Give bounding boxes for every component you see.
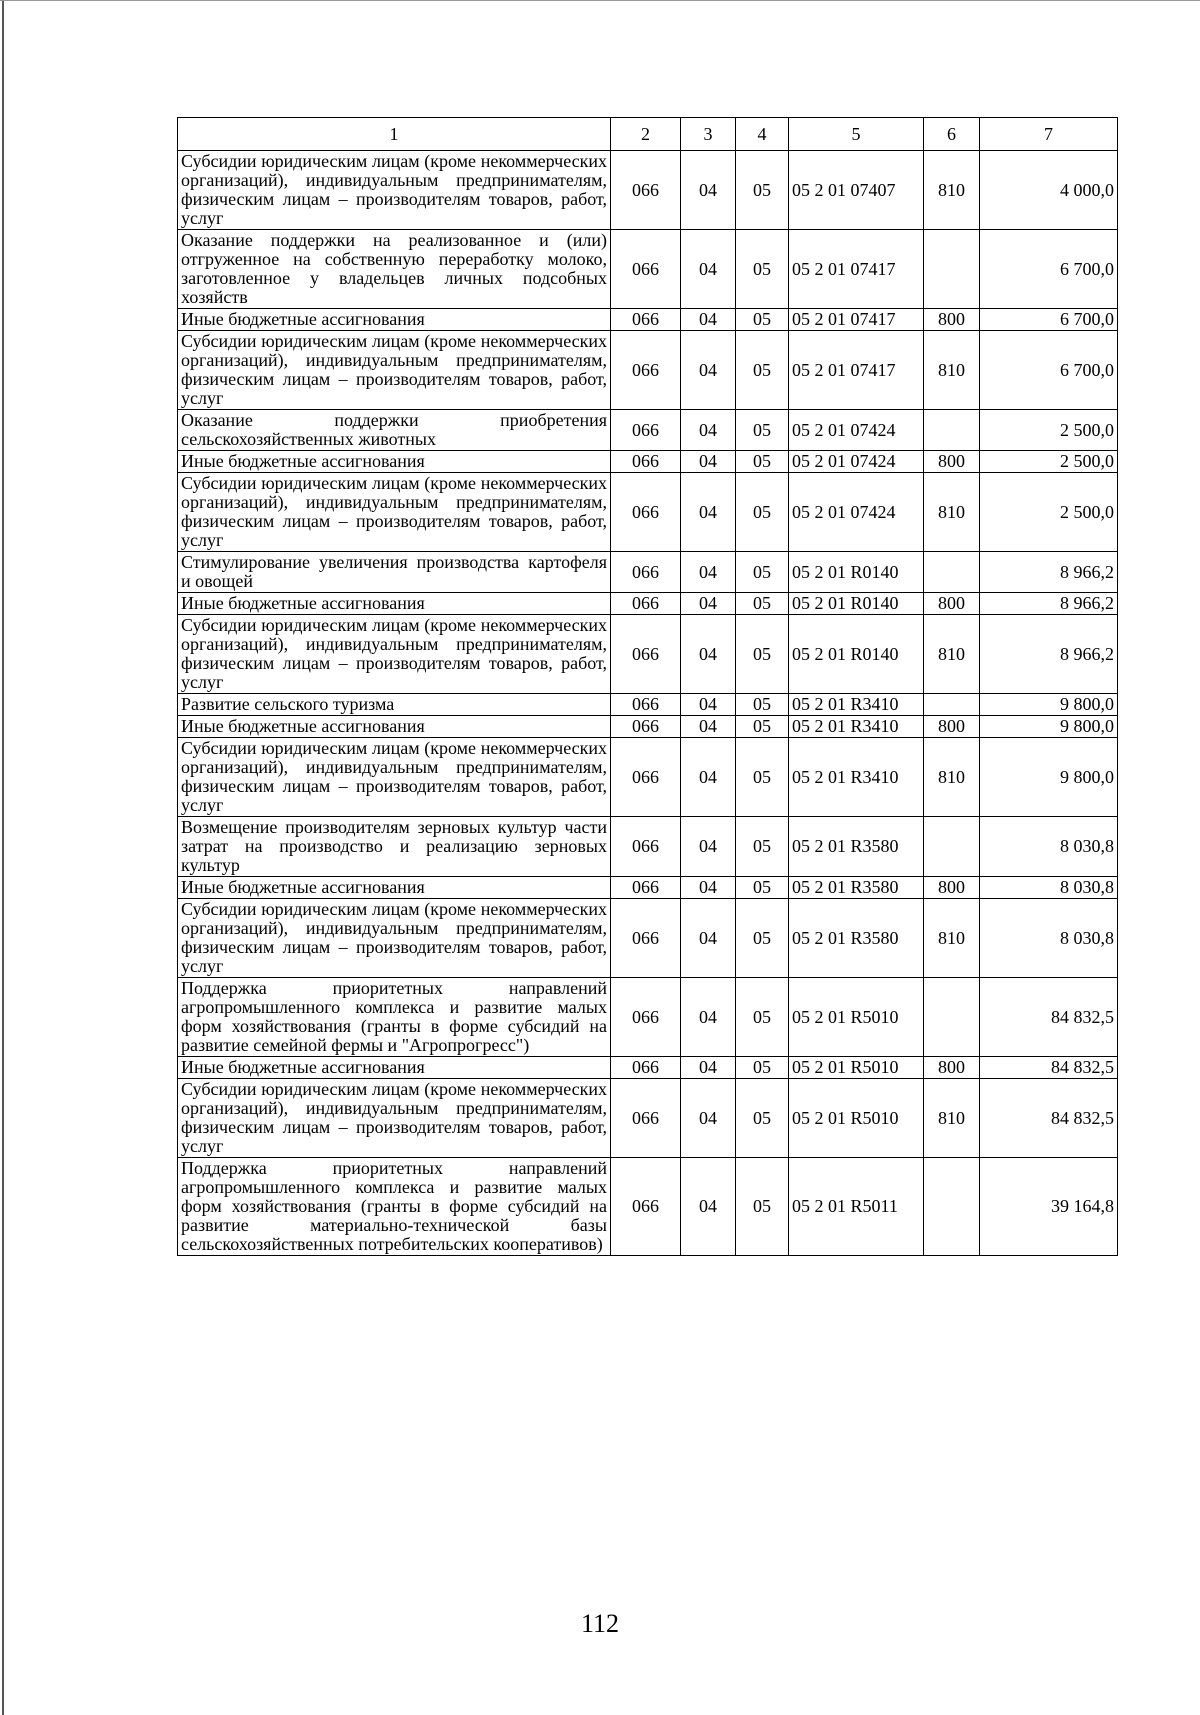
column-header-1: 1 (178, 118, 611, 151)
cell-description: Субсидии юридическим лицам (кроме некоммерческих организаций), индивидуальным предпринимателям, физическим лицам – производителям товаров, работ, услуг (178, 151, 611, 230)
cell-amount: 8 966,2 (980, 615, 1118, 694)
cell-section: 04 (681, 230, 736, 309)
cell-subsection: 05 (736, 716, 789, 738)
table-row (178, 817, 1118, 877)
cell-ministry-code: 066 (611, 615, 681, 694)
cell-description: Стимулирование увеличения производства картофеля и овощей (178, 552, 611, 593)
cell-expense-type: 800 (924, 716, 980, 738)
table-row (178, 615, 1118, 694)
cell-expense-type: 800 (924, 877, 980, 899)
table-row (178, 716, 1118, 738)
cell-section: 04 (681, 716, 736, 738)
cell-target-article: 05 2 01 07424 (789, 410, 924, 451)
cell-expense-type: 810 (924, 151, 980, 230)
cell-ministry-code: 066 (611, 593, 681, 615)
budget-table (177, 117, 1118, 1256)
cell-amount: 9 800,0 (980, 694, 1118, 716)
cell-amount: 2 500,0 (980, 473, 1118, 552)
cell-amount: 6 700,0 (980, 331, 1118, 410)
table-row (178, 978, 1118, 1057)
cell-expense-type (924, 694, 980, 716)
cell-subsection: 05 (736, 738, 789, 817)
cell-ministry-code: 066 (611, 309, 681, 331)
cell-expense-type: 810 (924, 331, 980, 410)
cell-ministry-code: 066 (611, 151, 681, 230)
cell-target-article: 05 2 01 R5010 (789, 978, 924, 1057)
cell-section: 04 (681, 978, 736, 1057)
cell-ministry-code: 066 (611, 552, 681, 593)
cell-expense-type (924, 817, 980, 877)
cell-description: Иные бюджетные ассигнования (178, 716, 611, 738)
cell-ministry-code: 066 (611, 473, 681, 552)
cell-subsection: 05 (736, 817, 789, 877)
table-row (178, 738, 1118, 817)
cell-target-article: 05 2 01 R5011 (789, 1158, 924, 1256)
table-row (178, 899, 1118, 978)
cell-description: Субсидии юридическим лицам (кроме некоммерческих организаций), индивидуальным предпринимателям, физическим лицам – производителям товаров, работ, услуг (178, 615, 611, 694)
cell-ministry-code: 066 (611, 694, 681, 716)
cell-section: 04 (681, 1158, 736, 1256)
cell-expense-type: 800 (924, 1057, 980, 1079)
cell-description: Иные бюджетные ассигнования (178, 451, 611, 473)
scan-edge-left (2, 0, 4, 1715)
cell-section: 04 (681, 817, 736, 877)
cell-subsection: 05 (736, 451, 789, 473)
cell-section: 04 (681, 694, 736, 716)
cell-amount: 9 800,0 (980, 738, 1118, 817)
cell-target-article: 05 2 01 R3580 (789, 877, 924, 899)
table-row (178, 1158, 1118, 1256)
table-row (178, 1079, 1118, 1158)
cell-target-article: 05 2 01 R3580 (789, 817, 924, 877)
cell-expense-type: 810 (924, 1079, 980, 1158)
cell-amount: 8 966,2 (980, 593, 1118, 615)
cell-target-article: 05 2 01 R5010 (789, 1057, 924, 1079)
table-row (178, 694, 1118, 716)
cell-section: 04 (681, 615, 736, 694)
cell-expense-type: 810 (924, 473, 980, 552)
cell-expense-type (924, 552, 980, 593)
cell-amount: 8 030,8 (980, 817, 1118, 877)
table-row (178, 151, 1118, 230)
cell-description: Субсидии юридическим лицам (кроме некоммерческих организаций), индивидуальным предпринимателям, физическим лицам – производителям товаров, работ, услуг (178, 331, 611, 410)
cell-description: Поддержка приоритетных направлений агропромышленного комплекса и развитие малых форм хозяйствования (гранты в форме субсидий на развитие семейной фермы и "Агропрогресс") (178, 978, 611, 1057)
cell-description: Оказание поддержки приобретения сельскохозяйственных животных (178, 410, 611, 451)
scan-edge-top (0, 0, 1200, 1)
cell-section: 04 (681, 309, 736, 331)
page-number: 112 (580, 1609, 620, 1638)
cell-amount: 9 800,0 (980, 716, 1118, 738)
cell-expense-type: 810 (924, 615, 980, 694)
cell-expense-type: 800 (924, 309, 980, 331)
table-row (178, 410, 1118, 451)
cell-target-article: 05 2 01 R0140 (789, 552, 924, 593)
cell-subsection: 05 (736, 899, 789, 978)
cell-amount: 39 164,8 (980, 1158, 1118, 1256)
cell-description: Иные бюджетные ассигнования (178, 1057, 611, 1079)
cell-subsection: 05 (736, 151, 789, 230)
cell-target-article: 05 2 01 07424 (789, 451, 924, 473)
cell-target-article: 05 2 01 07417 (789, 230, 924, 309)
cell-description: Субсидии юридическим лицам (кроме некоммерческих организаций), индивидуальным предпринимателям, физическим лицам – производителям товаров, работ, услуг (178, 899, 611, 978)
table-header-row (178, 118, 1118, 151)
table-row (178, 593, 1118, 615)
cell-amount: 8 966,2 (980, 552, 1118, 593)
column-header-7: 7 (980, 118, 1118, 151)
cell-subsection: 05 (736, 230, 789, 309)
column-header-2: 2 (611, 118, 681, 151)
cell-target-article: 05 2 01 R0140 (789, 615, 924, 694)
cell-ministry-code: 066 (611, 230, 681, 309)
column-header-4: 4 (736, 118, 789, 151)
cell-section: 04 (681, 151, 736, 230)
table-row (178, 309, 1118, 331)
cell-target-article: 05 2 01 R3410 (789, 738, 924, 817)
cell-description: Субсидии юридическим лицам (кроме некоммерческих организаций), индивидуальным предпринимателям, физическим лицам – производителям товаров, работ, услуг (178, 473, 611, 552)
cell-target-article: 05 2 01 07424 (789, 473, 924, 552)
cell-subsection: 05 (736, 552, 789, 593)
cell-subsection: 05 (736, 1079, 789, 1158)
cell-ministry-code: 066 (611, 899, 681, 978)
table-row (178, 451, 1118, 473)
cell-section: 04 (681, 1057, 736, 1079)
table-row (178, 877, 1118, 899)
cell-expense-type: 810 (924, 738, 980, 817)
cell-subsection: 05 (736, 1158, 789, 1256)
cell-expense-type (924, 1158, 980, 1256)
cell-subsection: 05 (736, 1057, 789, 1079)
column-header-6: 6 (924, 118, 980, 151)
cell-description: Субсидии юридическим лицам (кроме некоммерческих организаций), индивидуальным предпринимателям, физическим лицам – производителям товаров, работ, услуг (178, 738, 611, 817)
cell-amount: 2 500,0 (980, 451, 1118, 473)
cell-target-article: 05 2 01 07417 (789, 331, 924, 410)
cell-ministry-code: 066 (611, 410, 681, 451)
cell-description: Поддержка приоритетных направлений агропромышленного комплекса и развитие малых форм хозяйствования (гранты в форме субсидий на развитие материально-технической базы сельскохозяйственных потребительских кооперативов) (178, 1158, 611, 1256)
cell-description: Развитие сельского туризма (178, 694, 611, 716)
cell-section: 04 (681, 552, 736, 593)
cell-subsection: 05 (736, 410, 789, 451)
cell-amount: 6 700,0 (980, 309, 1118, 331)
cell-section: 04 (681, 899, 736, 978)
cell-amount: 6 700,0 (980, 230, 1118, 309)
cell-amount: 8 030,8 (980, 899, 1118, 978)
cell-ministry-code: 066 (611, 716, 681, 738)
cell-description: Иные бюджетные ассигнования (178, 309, 611, 331)
column-header-5: 5 (789, 118, 924, 151)
cell-description: Иные бюджетные ассигнования (178, 593, 611, 615)
cell-section: 04 (681, 738, 736, 817)
cell-section: 04 (681, 451, 736, 473)
cell-description: Субсидии юридическим лицам (кроме некоммерческих организаций), индивидуальным предпринимателям, физическим лицам – производителям товаров, работ, услуг (178, 1079, 611, 1158)
cell-ministry-code: 066 (611, 978, 681, 1057)
cell-ministry-code: 066 (611, 451, 681, 473)
cell-expense-type: 800 (924, 593, 980, 615)
cell-expense-type (924, 978, 980, 1057)
cell-subsection: 05 (736, 877, 789, 899)
cell-subsection: 05 (736, 694, 789, 716)
cell-ministry-code: 066 (611, 738, 681, 817)
cell-target-article: 05 2 01 R0140 (789, 593, 924, 615)
cell-expense-type (924, 410, 980, 451)
table-row (178, 331, 1118, 410)
table-row (178, 473, 1118, 552)
column-header-3: 3 (681, 118, 736, 151)
cell-ministry-code: 066 (611, 331, 681, 410)
cell-target-article: 05 2 01 R3410 (789, 694, 924, 716)
cell-amount: 8 030,8 (980, 877, 1118, 899)
cell-subsection: 05 (736, 473, 789, 552)
cell-ministry-code: 066 (611, 1158, 681, 1256)
cell-amount: 84 832,5 (980, 978, 1118, 1057)
table-body (178, 151, 1118, 1256)
cell-target-article: 05 2 01 R5010 (789, 1079, 924, 1158)
cell-description: Иные бюджетные ассигнования (178, 877, 611, 899)
cell-section: 04 (681, 1079, 736, 1158)
cell-target-article: 05 2 01 R3580 (789, 899, 924, 978)
cell-description: Возмещение производителям зерновых культур части затрат на производство и реализацию зерновых культур (178, 817, 611, 877)
cell-target-article: 05 2 01 07407 (789, 151, 924, 230)
cell-amount: 2 500,0 (980, 410, 1118, 451)
cell-ministry-code: 066 (611, 1057, 681, 1079)
cell-expense-type (924, 230, 980, 309)
table-row (178, 552, 1118, 593)
cell-amount: 4 000,0 (980, 151, 1118, 230)
cell-subsection: 05 (736, 593, 789, 615)
cell-description: Оказание поддержки на реализованное и (или) отгруженное на собственную переработку молоко, заготовленное у владельцев личных подсобных хозяйств (178, 230, 611, 309)
cell-section: 04 (681, 877, 736, 899)
cell-section: 04 (681, 410, 736, 451)
cell-target-article: 05 2 01 R3410 (789, 716, 924, 738)
cell-expense-type: 810 (924, 899, 980, 978)
cell-subsection: 05 (736, 978, 789, 1057)
cell-section: 04 (681, 593, 736, 615)
cell-amount: 84 832,5 (980, 1057, 1118, 1079)
cell-subsection: 05 (736, 309, 789, 331)
cell-subsection: 05 (736, 331, 789, 410)
cell-section: 04 (681, 473, 736, 552)
cell-ministry-code: 066 (611, 877, 681, 899)
table-row (178, 230, 1118, 309)
cell-amount: 84 832,5 (980, 1079, 1118, 1158)
cell-subsection: 05 (736, 615, 789, 694)
cell-ministry-code: 066 (611, 1079, 681, 1158)
table-row (178, 1057, 1118, 1079)
cell-expense-type: 800 (924, 451, 980, 473)
cell-ministry-code: 066 (611, 817, 681, 877)
cell-target-article: 05 2 01 07417 (789, 309, 924, 331)
cell-section: 04 (681, 331, 736, 410)
